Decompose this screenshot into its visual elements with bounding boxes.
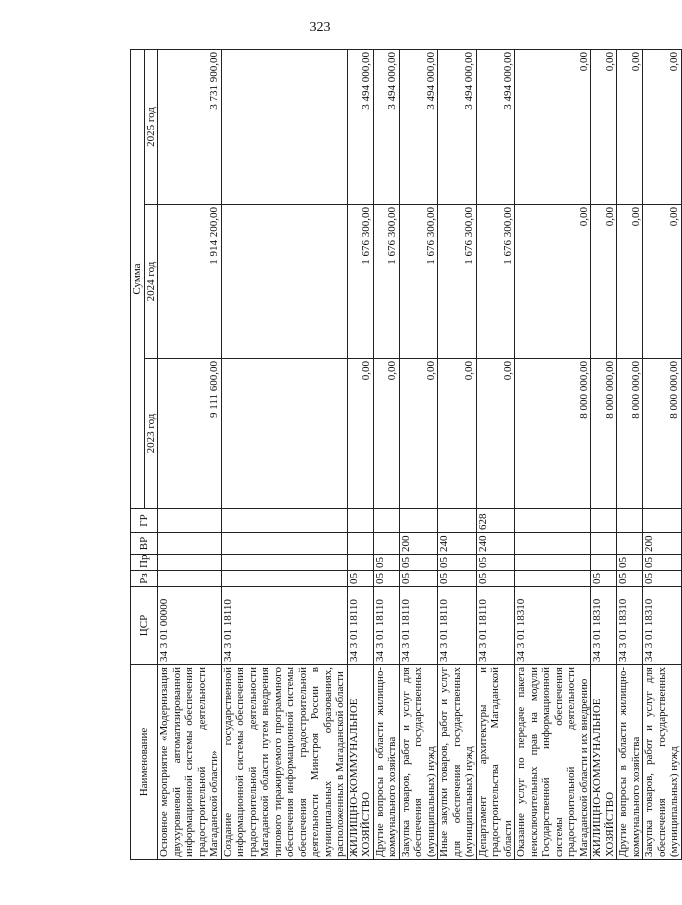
row-vr <box>347 533 373 555</box>
row-value-2024: 1 676 300,00 <box>373 205 399 359</box>
row-value-2023: 0,00 <box>438 359 477 509</box>
row-name: Другие вопросы в области жилищно-коммунального хозяйства <box>373 665 399 860</box>
row-value-2025: 3 494 000,00 <box>373 49 399 204</box>
row-rz: 05 <box>373 571 399 587</box>
row-rz <box>515 571 591 587</box>
header-gr: ГР <box>131 509 158 533</box>
row-gr <box>438 509 477 533</box>
row-name: Закупка товаров, работ и услуг для обеспечения государственных (муниципальных) нужд <box>399 665 438 860</box>
row-csr: 34 3 01 18110 <box>221 587 347 665</box>
header-sum: Сумма <box>131 49 145 508</box>
row-value-2025: 0,00 <box>617 49 643 204</box>
row-value-2025: 3 731 900,00 <box>158 49 222 204</box>
row-rz: 05 <box>617 571 643 587</box>
row-pr <box>221 555 347 571</box>
table-row <box>476 49 515 859</box>
row-value-2023: 8 000 000,00 <box>643 359 682 509</box>
row-value-2025: 3 494 000,00 <box>399 49 438 204</box>
row-gr <box>643 509 682 533</box>
table-row <box>399 49 438 859</box>
row-value-2024: 0,00 <box>515 205 591 359</box>
rotated-table-wrapper <box>130 50 680 860</box>
row-name: Оказание услуг по передаче пакета неисключительных прав на модули Государственной информационной системы обеспечения градостроительной деятельности Магаданской области и их внедрению <box>515 665 591 860</box>
header-2023: 2023 год <box>144 359 158 509</box>
row-csr: 34 3 01 18110 <box>476 587 515 665</box>
row-name: Другие вопросы в области жилищно-коммунального хозяйства <box>617 665 643 860</box>
row-pr: 05 <box>476 555 515 571</box>
row-value-2025: 3 494 000,00 <box>347 49 373 204</box>
row-vr <box>221 533 347 555</box>
row-value-2024: 1 676 300,00 <box>399 205 438 359</box>
row-gr <box>347 509 373 533</box>
table-row <box>515 49 591 859</box>
table-row <box>221 49 347 859</box>
table-body <box>158 49 682 859</box>
row-vr <box>373 533 399 555</box>
row-value-2023: 8 000 000,00 <box>591 359 617 509</box>
row-value-2023 <box>221 359 347 509</box>
table-row <box>158 49 222 859</box>
header-csr: ЦСР <box>131 587 158 665</box>
row-value-2023: 0,00 <box>399 359 438 509</box>
row-value-2023: 0,00 <box>373 359 399 509</box>
table-row <box>347 49 373 859</box>
row-value-2023: 9 111 600,00 <box>158 359 222 509</box>
table-row <box>591 49 617 859</box>
row-value-2023: 8 000 000,00 <box>617 359 643 509</box>
header-2024: 2024 год <box>144 205 158 359</box>
row-csr: 34 3 01 18110 <box>373 587 399 665</box>
table-row <box>643 49 682 859</box>
row-pr <box>158 555 222 571</box>
row-value-2025: 0,00 <box>643 49 682 204</box>
row-value-2025: 3 494 000,00 <box>438 49 477 204</box>
row-csr: 34 3 01 18310 <box>515 587 591 665</box>
row-gr <box>373 509 399 533</box>
row-name: Закупка товаров, работ и услуг для обеспечения государственных (муниципальных) нужд <box>643 665 682 860</box>
table-header <box>131 49 158 859</box>
row-csr: 34 3 01 18310 <box>591 587 617 665</box>
row-value-2025: 3 494 000,00 <box>476 49 515 204</box>
row-value-2024: 0,00 <box>643 205 682 359</box>
row-value-2025: 0,00 <box>515 49 591 204</box>
row-value-2024: 1 914 200,00 <box>158 205 222 359</box>
row-value-2025: 0,00 <box>591 49 617 204</box>
row-value-2024: 0,00 <box>591 205 617 359</box>
row-pr: 05 <box>399 555 438 571</box>
row-vr <box>591 533 617 555</box>
row-rz <box>158 571 222 587</box>
row-csr: 34 3 01 18310 <box>643 587 682 665</box>
row-pr <box>515 555 591 571</box>
page-number: 323 <box>309 20 331 35</box>
row-vr: 240 <box>438 533 477 555</box>
row-name: Департамент архитектуры и градостроительства Магаданской области <box>476 665 515 860</box>
row-rz: 05 <box>591 571 617 587</box>
header-vr: ВР <box>131 533 158 555</box>
row-value-2023: 8 000 000,00 <box>515 359 591 509</box>
table-row <box>617 49 643 859</box>
row-gr <box>221 509 347 533</box>
row-rz: 05 <box>438 571 477 587</box>
row-name: Основное мероприятие «Модернизация двухуровневой автоматизированной информационной системы обеспечения градостроительной деятельности Магаданской области» <box>158 665 222 860</box>
row-rz: 05 <box>347 571 373 587</box>
row-gr <box>515 509 591 533</box>
row-rz <box>221 571 347 587</box>
row-value-2023: 0,00 <box>347 359 373 509</box>
row-gr <box>158 509 222 533</box>
row-pr: 05 <box>643 555 682 571</box>
row-pr: 05 <box>617 555 643 571</box>
row-rz: 05 <box>399 571 438 587</box>
header-name: Наименование <box>131 665 158 860</box>
row-rz: 05 <box>476 571 515 587</box>
row-name: Иные закупки товаров, работ и услуг для обеспечения государственных (муниципальных) нужд <box>438 665 477 860</box>
row-pr <box>591 555 617 571</box>
row-name: Создание государственной информационной системы обеспечения градостроительной деятельности Магаданской области путем внедрения типового тиражируемого программного обеспечения информационной системы обеспечения градостроительной деятельности Минстроя России в муниципальных образованиях, расположенных в Магаданской области <box>221 665 347 860</box>
row-gr <box>399 509 438 533</box>
row-csr: 34 3 01 18110 <box>438 587 477 665</box>
row-csr: 34 3 01 00000 <box>158 587 222 665</box>
header-pr: Пр <box>131 555 158 571</box>
row-csr: 34 3 01 18110 <box>399 587 438 665</box>
row-name: ЖИЛИЩНО-КОММУНАЛЬНОЕ ХОЗЯЙСТВО <box>591 665 617 860</box>
row-value-2024: 0,00 <box>617 205 643 359</box>
row-vr <box>515 533 591 555</box>
row-value-2024: 1 676 300,00 <box>476 205 515 359</box>
row-name: ЖИЛИЩНО-КОММУНАЛЬНОЕ ХОЗЯЙСТВО <box>347 665 373 860</box>
row-value-2023: 0,00 <box>476 359 515 509</box>
row-vr: 240 <box>476 533 515 555</box>
row-csr: 34 3 01 18310 <box>617 587 643 665</box>
row-vr: 200 <box>399 533 438 555</box>
row-pr: 05 <box>438 555 477 571</box>
row-value-2024 <box>221 205 347 359</box>
row-gr <box>617 509 643 533</box>
row-gr: 628 <box>476 509 515 533</box>
row-vr <box>158 533 222 555</box>
header-2025: 2025 год <box>144 49 158 204</box>
row-pr: 05 <box>373 555 399 571</box>
row-value-2024: 1 676 300,00 <box>438 205 477 359</box>
row-vr: 200 <box>643 533 682 555</box>
row-rz: 05 <box>643 571 682 587</box>
row-value-2024: 1 676 300,00 <box>347 205 373 359</box>
table-row <box>438 49 477 859</box>
row-value-2025 <box>221 49 347 204</box>
row-gr <box>591 509 617 533</box>
budget-table <box>130 49 682 860</box>
row-vr <box>617 533 643 555</box>
header-rz: Рз <box>131 571 158 587</box>
row-csr: 34 3 01 18110 <box>347 587 373 665</box>
table-row <box>373 49 399 859</box>
row-pr <box>347 555 373 571</box>
